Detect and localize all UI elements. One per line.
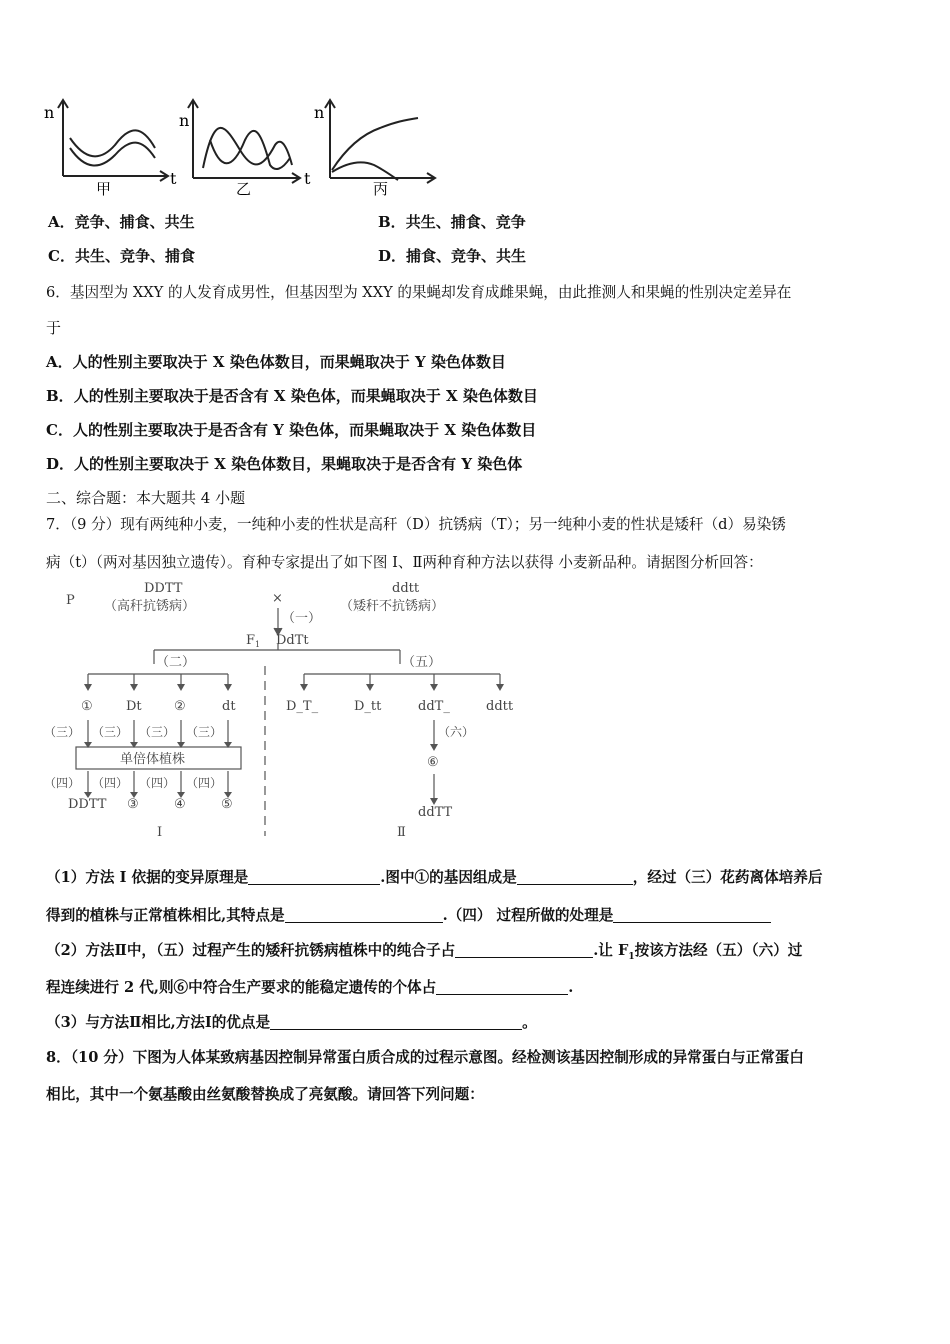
- q6-stem-line1: 6．基因型为 XXY 的人发育成男性，但基因型为 XXY 的果蝇却发育成雌果蝇，由此推测人和果蝇的性别决定差异在: [46, 284, 792, 301]
- q7-sub2-d: 程连续进行 2 代,则⑥中符合生产要求的能稳定遗传的个体占: [46, 979, 437, 996]
- diagram-step2: （二）: [156, 655, 196, 670]
- diagram-f1: DdTt: [276, 633, 309, 648]
- diagram-parent1: DDTT: [144, 581, 183, 596]
- q5-option-b-text: 共生、捕食、竞争: [405, 213, 526, 231]
- diagram-result-2: ③: [127, 797, 139, 812]
- diagram-f1-sub: 1: [255, 640, 261, 649]
- q7-sub1-blank3[interactable]: [285, 906, 443, 923]
- q6-option-d-text: 人的性别主要取决于 X 染色体数目，果蝇取决于是否含有 Y 染色体: [74, 455, 523, 473]
- diagram-gamete-2: Dt: [126, 699, 142, 714]
- diagram-gamete-3: ②: [174, 699, 186, 714]
- q8-stem-line2: 相比，其中一个氨基酸由丝氨酸替换成了亮氨酸。请回答下列问题：: [46, 1086, 484, 1103]
- diagram-parent1-desc: （高秆抗锈病）: [104, 599, 196, 614]
- breeding-diagram: [0, 578, 950, 848]
- diagram-step4-b: （四）: [92, 776, 129, 790]
- q7-sub1-blank2[interactable]: [517, 868, 633, 885]
- q7-stem-line2: 病（t）（两对基因独立遗传）。育种专家提出了如下图 I、Ⅱ两种育种方法以获得 小麦新品种。请据图分析回答：: [46, 554, 763, 571]
- q7-sub2-a: （2）方法Ⅱ中，（五）过程产生的矮秆抗锈病植株中的纯合子占: [46, 942, 456, 959]
- q7-sub2-c: 按该方法经（五）（六）过: [634, 942, 803, 959]
- graph-yi-x-axis: t: [304, 169, 311, 188]
- diagram-step4-d: （四）: [186, 776, 223, 790]
- population-graphs: [0, 0, 950, 200]
- diagram-parent2: ddtt: [392, 581, 420, 596]
- q5-option-d-text: 捕食、竞争、共生: [406, 247, 527, 265]
- q5-option-c-letter: C．: [48, 247, 75, 265]
- graph-bing-y-axis: n: [314, 103, 325, 122]
- q7-sub2-subscript: 1: [628, 951, 635, 962]
- diagram-result-4: ⑤: [221, 797, 233, 812]
- q5-option-c: [48, 245, 195, 266]
- q7-sub1-line1: [46, 866, 822, 887]
- diagram-step4-a: （四）: [44, 776, 81, 790]
- q6-option-b: [46, 385, 538, 406]
- diagram-parent2-desc: （矮秆不抗锈病）: [340, 599, 445, 614]
- graph-jia-x-axis: t: [170, 169, 177, 188]
- q6-option-a-text: 人的性别主要取决于 X 染色体数目，而果蝇取决于 Y 染色体数目: [72, 353, 506, 371]
- q6-option-b-text: 人的性别主要取决于是否含有 X 染色体，而果蝇取决于 X 染色体数目: [73, 387, 538, 405]
- diagram-method2: Ⅱ: [397, 825, 406, 840]
- q7-sub1-line2: [46, 904, 771, 925]
- graph-yi: [188, 100, 300, 183]
- q7-sub2-line2: [46, 976, 573, 997]
- q7-sub2-b: .让 F: [593, 942, 629, 959]
- diagram-step5: （五）: [402, 655, 442, 670]
- q6-option-b-letter: B．: [46, 387, 74, 405]
- graph-bing-label: 丙: [373, 180, 389, 198]
- diagram-step3-b: （三）: [92, 725, 129, 739]
- q6-option-a: [46, 351, 506, 372]
- q7-stem-line1: 7．（9 分）现有两纯种小麦，一纯种小麦的性状是高秆（D）抗锈病（T）；另一纯种小麦的性状是矮秆（d）易染锈: [46, 516, 786, 533]
- q8-stem-line1: 8．（10 分）下图为人体某致病基因控制异常蛋白质合成的过程示意图。经检测该基因控制形成的异常蛋白与正常蛋白: [46, 1049, 804, 1066]
- diagram-step1: （一）: [282, 611, 322, 626]
- q5-option-c-text: 共生、竞争、捕食: [74, 247, 195, 265]
- diagram-step6: （六）: [438, 725, 475, 739]
- diagram-result-3: ④: [174, 797, 186, 812]
- diagram-step3-c: （三）: [139, 725, 176, 739]
- q5-option-a-text: 竞争、捕食、共生: [74, 213, 195, 231]
- q5-option-b-letter: B．: [378, 213, 406, 231]
- diagram-type-3: ddT_: [418, 699, 450, 714]
- q7-sub1-blank1[interactable]: [248, 868, 380, 885]
- q5-option-a: [48, 211, 195, 232]
- diagram-type-2: D_tt: [354, 699, 382, 714]
- q7-sub1-d: 得到的植株与正常植株相比,其特点是: [46, 907, 285, 924]
- q7-sub2-e: .: [568, 979, 574, 996]
- diagram-final: ddTT: [418, 805, 453, 820]
- diagram-circle6: ⑥: [427, 755, 439, 770]
- q7-sub3-b: 。: [522, 1014, 537, 1031]
- diagram-result-1: DDTT: [68, 797, 107, 812]
- graph-yi-label: 乙: [236, 180, 252, 198]
- q7-sub2-blank1[interactable]: [455, 941, 593, 958]
- q5-option-d: [378, 245, 526, 266]
- diagram-step3-d: （三）: [186, 725, 223, 739]
- graph-yi-y-axis: n: [179, 111, 190, 130]
- diagram-type-4: ddtt: [486, 699, 514, 714]
- q7-sub2-blank2[interactable]: [436, 978, 568, 995]
- diagram-p-label: P: [66, 593, 75, 608]
- diagram-cross: ×: [272, 591, 283, 606]
- q6-option-c-letter: C．: [46, 421, 73, 439]
- graph-bing: [325, 100, 435, 183]
- q7-sub1-b: .图中①的基因组成是: [380, 869, 517, 886]
- q5-option-b: [378, 211, 526, 232]
- q6-option-a-letter: A．: [46, 353, 73, 371]
- q7-sub3-line: [46, 1011, 537, 1032]
- q6-option-d-letter: D．: [46, 455, 75, 473]
- q5-option-a-letter: A．: [48, 213, 75, 231]
- graph-jia-y-axis: n: [44, 103, 55, 122]
- diagram-method1: Ⅰ: [157, 825, 163, 840]
- q7-sub2-line1: [46, 939, 802, 962]
- q7-sub1-a: （1）方法 I 依据的变异原理是: [46, 869, 249, 886]
- q7-sub3-blank[interactable]: [270, 1013, 522, 1030]
- q7-sub1-c: ，经过（三）花药离体培养后: [632, 869, 823, 886]
- diagram-type-1: D_T_: [286, 699, 319, 714]
- q6-option-c-text: 人的性别主要取决于是否含有 Y 染色体，而果蝇取决于 X 染色体数目: [72, 421, 537, 439]
- q6-stem-line2: 于: [46, 319, 62, 337]
- diagram-step4-c: （四）: [139, 776, 176, 790]
- q6-option-d: [46, 453, 522, 474]
- q6-option-c: [46, 419, 536, 440]
- diagram-gamete-1: ①: [81, 699, 93, 714]
- section2-title: 二、综合题：本大题共 4 小题: [46, 489, 246, 507]
- q5-option-d-letter: D．: [378, 247, 407, 265]
- q7-sub1-e: .（四） 过程所做的处理是: [442, 907, 614, 924]
- diagram-gamete-4: dt: [222, 699, 236, 714]
- q7-sub3-a: （3）与方法Ⅱ相比,方法Ⅰ的优点是: [46, 1014, 271, 1031]
- diagram-step3-a: （三）: [44, 725, 81, 739]
- graph-jia: [58, 100, 168, 181]
- diagram-f1-label: F: [246, 633, 256, 648]
- graph-jia-label: 甲: [96, 180, 112, 198]
- q7-sub1-blank4[interactable]: [613, 906, 771, 923]
- diagram-haploid: 单倍体植株: [120, 752, 186, 767]
